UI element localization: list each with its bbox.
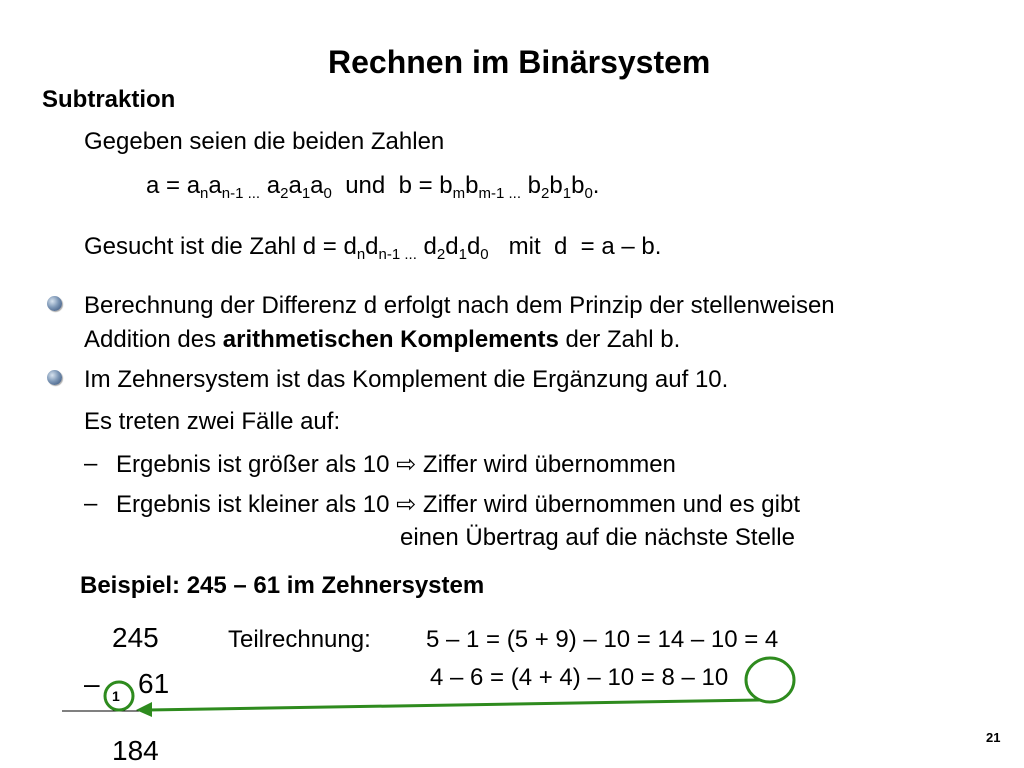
minuend: 245 — [112, 622, 159, 653]
formula-d: Gesucht ist die Zahl $d = d_nd_{n-1 ...}$ $d_2d_1d_0$ mit d = a – b. — [84, 233, 662, 263]
partial-calc-2: 4 – 6 = (4 + 4) – 10 = 8 – 10 — [430, 664, 729, 691]
highlight-circle-ten — [746, 658, 794, 702]
carry-arrow-head-icon — [136, 702, 152, 717]
result: 184 — [112, 735, 159, 766]
case2-text: Ergebnis ist kleiner als 10 ⇨ Ziffer wird übernommen und es gibt — [116, 491, 800, 518]
bullet2-text: Im Zehnersystem ist das Komplement die Ergänzung auf 10. — [84, 366, 729, 393]
cases-intro: Es treten zwei Fälle auf: — [84, 408, 341, 435]
page-number: 21 — [986, 730, 1001, 745]
highlight-circle-carry — [105, 682, 133, 710]
section-heading: Subtraktion — [42, 86, 176, 113]
subtrahend: 61 — [138, 668, 170, 699]
case1-dash: – — [84, 450, 98, 477]
intro-text: Gegeben seien die beiden Zahlen — [84, 128, 445, 155]
case2-dash: – — [84, 490, 98, 517]
page-title: Rechnen im Binärsystem — [328, 44, 711, 80]
case1-text: Ergebnis ist größer als 10 ⇨ Ziffer wird übernommen — [116, 451, 676, 478]
partial-calc-1: 5 – 1 = (5 + 9) – 10 = 14 – 10 = 4 — [426, 626, 779, 653]
minus-sign: – — [84, 668, 100, 699]
case2-text-continued: einen Übertrag auf die nächste Stelle — [400, 524, 795, 551]
partial-label: Teilrechnung: — [228, 626, 371, 653]
carry-digit: 1 — [112, 688, 120, 704]
bullet1-line2: Addition des arithmetischen Komplements der Zahl b. — [84, 326, 681, 353]
formula-a-b: $a = a_na_{n-1 ...}$ $a_2a_1a_0$ und $b = b_mb_{m-1 ...}$ $b_2b_1b_0$. — [146, 172, 600, 202]
bullet1-line1: Berechnung der Differenz d erfolgt nach dem Prinzip der stellenweisen — [84, 292, 835, 319]
example-title: Beispiel: 245 – 61 im Zehnersystem — [80, 572, 485, 599]
carry-arrow-line — [148, 700, 760, 710]
